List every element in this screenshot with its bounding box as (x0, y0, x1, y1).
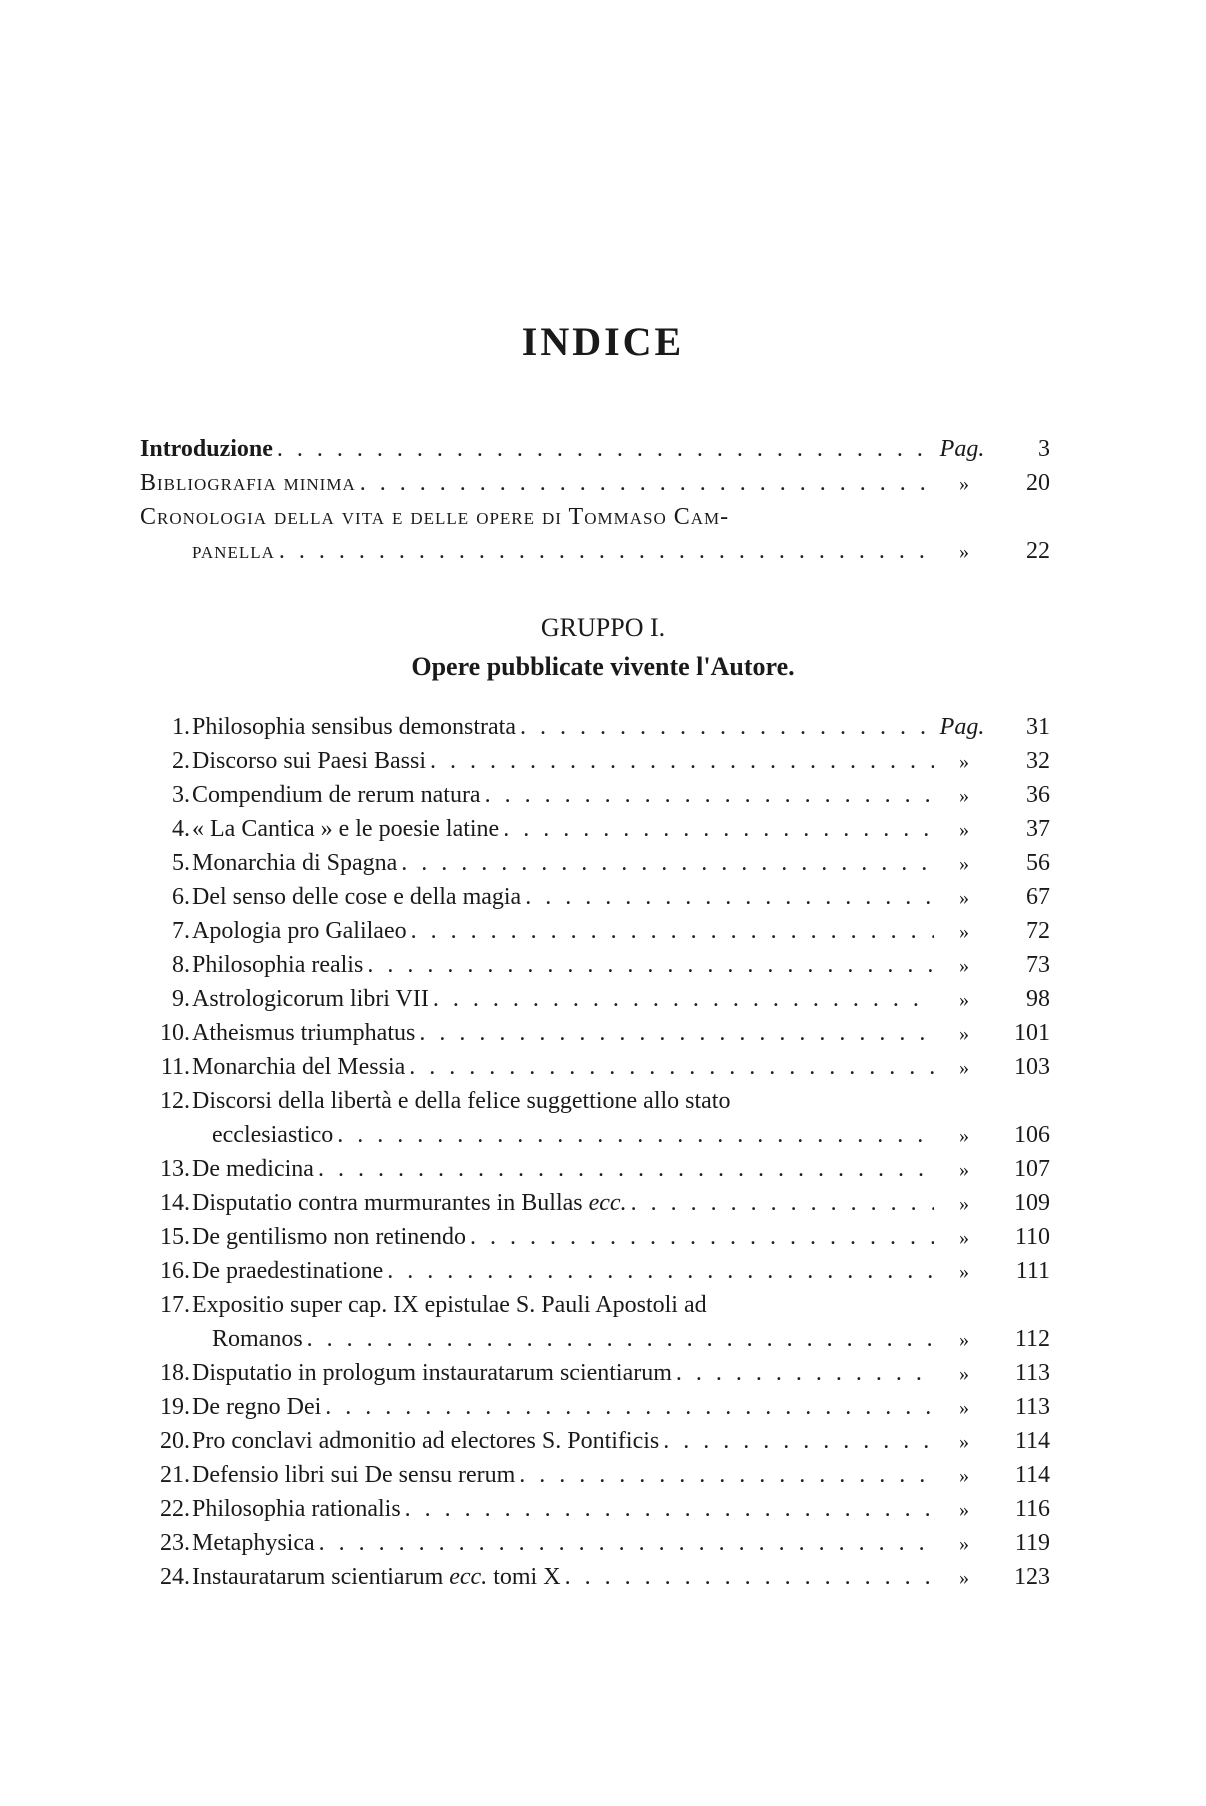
toc-title-text: Discorso sui Paesi Bassi (192, 748, 426, 774)
toc-title (192, 948, 363, 982)
toc-ref: » (959, 1159, 969, 1181)
toc-number: 4. (172, 816, 190, 842)
toc-title-text: Atheismus triumphatus (192, 1020, 416, 1046)
toc-ref: » (959, 1023, 969, 1045)
toc-title-text: Monarchia di Spagna (192, 850, 398, 876)
toc-number: 13. (160, 1156, 190, 1182)
toc-title-text: Instauratarum scientiarum (192, 1564, 444, 1590)
toc-title-continuation: ecclesiastico (212, 1122, 334, 1148)
toc-row (140, 744, 1050, 778)
toc-ref: » (959, 853, 969, 875)
leader-dots (397, 846, 934, 880)
toc-title-text: De regno Dei (192, 1394, 322, 1420)
toc-ref: » (959, 1363, 969, 1385)
toc-title (192, 812, 499, 846)
toc-page: 67 (1026, 884, 1050, 910)
toc-ref: » (959, 1533, 969, 1555)
toc-page: 107 (1014, 1156, 1050, 1182)
toc-ref: » (959, 1431, 969, 1453)
toc-row-cronologia (140, 500, 1050, 534)
toc-page: 112 (1014, 1326, 1050, 1352)
toc-ref: » (959, 955, 969, 977)
toc-row (140, 812, 1050, 846)
toc-page: 116 (1014, 1496, 1050, 1522)
leader-dots (426, 744, 934, 778)
toc-page: 73 (1026, 952, 1050, 978)
toc-number: 8. (172, 952, 190, 978)
toc-number: 10. (160, 1020, 190, 1046)
toc-title (192, 1220, 466, 1254)
toc-number: 1. (172, 714, 190, 740)
toc-page: 20 (1026, 470, 1050, 496)
toc-number: 22. (160, 1496, 190, 1522)
toc-ref: » (959, 887, 969, 909)
toc-page: 111 (1015, 1258, 1050, 1284)
toc-number: 5. (172, 850, 190, 876)
toc-title-text: Expositio super cap. IX epistulae S. Pauli Apostoli ad (192, 1292, 707, 1318)
toc-title-text: De medicina (192, 1156, 314, 1182)
toc-row (140, 1186, 1050, 1220)
leader-dots (303, 1322, 934, 1356)
toc-number: 11. (160, 1054, 190, 1080)
toc-row (140, 710, 1050, 744)
toc-title-after: tomi X (493, 1564, 561, 1590)
toc-ref: » (959, 819, 969, 841)
toc-title: Cronologia della vita e delle opere di Tommaso Cam- (140, 504, 730, 530)
toc-title-text: Pro conclavi admonitio ad electores S. Pontificis (192, 1428, 660, 1454)
leader-dots (561, 1560, 934, 1594)
toc-title (192, 744, 426, 778)
front-matter (140, 432, 1050, 568)
toc-row (140, 1084, 1050, 1118)
toc-title-text: Disputatio contra murmurantes in Bullas (192, 1190, 583, 1216)
toc-number: 3. (172, 782, 190, 808)
leader-dots (405, 1050, 934, 1084)
leader-dots (314, 1152, 934, 1186)
toc-page: 106 (1014, 1122, 1050, 1148)
toc-row-cronologia-cont (140, 534, 1050, 568)
toc-number: 12. (160, 1088, 190, 1114)
toc-number: 2. (172, 748, 190, 774)
leader-dots (659, 1424, 934, 1458)
toc-title (192, 1152, 314, 1186)
toc-title-text: Metaphysica (192, 1530, 315, 1556)
toc-title-emphasis: ecc. (449, 1564, 488, 1590)
toc-row (140, 1152, 1050, 1186)
leader-dots (383, 1254, 934, 1288)
leader-dots (321, 1390, 934, 1424)
toc-page: 31 (1026, 714, 1050, 740)
toc-ref: » (959, 1261, 969, 1283)
toc-ref: » (959, 1329, 969, 1351)
toc-page: 22 (1026, 538, 1050, 564)
toc-title-text: Monarchia del Messia (192, 1054, 406, 1080)
leader-dots (515, 1458, 934, 1492)
toc-page: 32 (1026, 748, 1050, 774)
toc-title-text: « La Cantica » e le poesie latine (192, 816, 500, 842)
leader-dots (273, 432, 930, 466)
toc-title (192, 1186, 627, 1220)
toc-row (140, 1288, 1050, 1322)
toc-number: 21. (160, 1462, 190, 1488)
leader-dots (315, 1526, 934, 1560)
toc-page: 56 (1026, 850, 1050, 876)
toc-number: 9. (172, 986, 190, 1012)
toc-title-text: Del senso delle cose e della magia (192, 884, 522, 910)
toc-ref: » (959, 1193, 969, 1215)
toc-page: 98 (1026, 986, 1050, 1012)
toc-title (192, 1356, 672, 1390)
leader-dots (466, 1220, 934, 1254)
toc-number: 17. (160, 1292, 190, 1318)
toc-ref: » (959, 751, 969, 773)
toc-title (192, 1254, 383, 1288)
toc-title (192, 1526, 315, 1560)
leader-dots (415, 1016, 934, 1050)
toc-title (192, 1390, 321, 1424)
toc-title (192, 982, 429, 1016)
leader-dots (499, 812, 934, 846)
toc-row (140, 948, 1050, 982)
leader-dots (627, 1186, 934, 1220)
toc-row (140, 982, 1050, 1016)
toc-title (192, 1424, 659, 1458)
toc-row (140, 1560, 1050, 1594)
toc-row (140, 1220, 1050, 1254)
toc-row (140, 1526, 1050, 1560)
toc-number: 6. (172, 884, 190, 910)
toc-page: 119 (1014, 1530, 1050, 1556)
toc-page: 110 (1014, 1224, 1050, 1250)
toc-title (192, 1288, 707, 1322)
toc-ref: » (959, 921, 969, 943)
toc-ref: » (959, 1397, 969, 1419)
leader-dots (356, 466, 934, 500)
leader-dots (333, 1118, 934, 1152)
leader-dots (401, 1492, 934, 1526)
toc-title-text: De praedestinatione (192, 1258, 384, 1284)
toc-title: Bibliografia minima (140, 470, 356, 496)
toc-title-text: Philosophia realis (192, 952, 364, 978)
toc-number: 14. (160, 1190, 190, 1216)
toc-title: Introduzione (140, 436, 273, 462)
toc-row (140, 880, 1050, 914)
toc-title-text: Discorsi della libertà e della felice suggettione allo stato (192, 1088, 731, 1114)
toc-title (192, 1560, 561, 1594)
toc-page: 37 (1026, 816, 1050, 842)
toc-title (192, 914, 407, 948)
toc-row (140, 1050, 1050, 1084)
toc-page: 103 (1014, 1054, 1050, 1080)
toc-ref: » (959, 541, 969, 563)
toc-row (140, 914, 1050, 948)
toc-page: 113 (1014, 1360, 1050, 1386)
leader-dots (407, 914, 934, 948)
toc-ref: » (959, 1499, 969, 1521)
toc-title-text: Disputatio in prologum instauratarum scientiarum (192, 1360, 672, 1386)
toc-page: 113 (1014, 1394, 1050, 1420)
toc-title-emphasis: ecc. (588, 1190, 627, 1216)
toc-row-introduzione (140, 432, 1050, 466)
toc-page: 3 (1038, 436, 1050, 462)
toc-title-text: Compendium de rerum natura (192, 782, 481, 808)
toc-ref: Pag. (939, 436, 985, 462)
toc-page: 109 (1014, 1190, 1050, 1216)
toc-row-continuation (140, 1322, 1050, 1356)
toc-title (192, 1084, 730, 1118)
toc-number: 23. (160, 1530, 190, 1556)
toc-ref: » (959, 473, 969, 495)
toc-row (140, 1424, 1050, 1458)
toc-page: 36 (1026, 782, 1050, 808)
toc-title (192, 710, 516, 744)
toc-title-continuation: Romanos (212, 1326, 303, 1352)
toc-entries (140, 710, 1050, 1594)
toc-ref: » (959, 1465, 969, 1487)
toc-row (140, 1356, 1050, 1390)
toc-title-text: Philosophia rationalis (192, 1496, 401, 1522)
toc-number: 24. (160, 1564, 190, 1590)
toc-number: 16. (160, 1258, 190, 1284)
group-subheading: Opere pubblicate vivente l'Autore. (411, 652, 795, 681)
toc-title (192, 778, 481, 812)
toc-ref: » (959, 1125, 969, 1147)
toc-title (192, 880, 521, 914)
group-heading: GRUPPO I. (540, 613, 666, 642)
leader-dots (672, 1356, 934, 1390)
toc-page: 72 (1026, 918, 1050, 944)
toc-ref: » (959, 1567, 969, 1589)
toc-title-text: Philosophia sensibus demonstrata (192, 714, 516, 740)
toc-title (192, 1492, 401, 1526)
toc-number: 19. (160, 1394, 190, 1420)
leader-dots (275, 534, 934, 568)
toc-title-text: Defensio libri sui De sensu rerum (192, 1462, 516, 1488)
toc-page: 101 (1014, 1020, 1050, 1046)
toc-page: 123 (1014, 1564, 1050, 1590)
leader-dots (363, 948, 934, 982)
toc-number: 15. (160, 1224, 190, 1250)
toc-number: 20. (160, 1428, 190, 1454)
page-title: INDICE (521, 319, 685, 364)
toc-title (192, 1016, 415, 1050)
toc-ref: » (959, 785, 969, 807)
toc-number: 18. (160, 1360, 190, 1386)
toc-ref: » (959, 1057, 969, 1079)
toc-title-text: Astrologicorum libri VII (192, 986, 429, 1012)
toc-title (192, 1050, 405, 1084)
leader-dots (481, 778, 934, 812)
toc-row (140, 1390, 1050, 1424)
toc-row (140, 1016, 1050, 1050)
toc-title (192, 846, 397, 880)
toc-row (140, 846, 1050, 880)
toc-page: 114 (1014, 1462, 1050, 1488)
toc-row (140, 1458, 1050, 1492)
toc-page: 114 (1014, 1428, 1050, 1454)
toc-row-bibliografia (140, 466, 1050, 500)
toc-row-continuation (140, 1118, 1050, 1152)
toc-title-text: Apologia pro Galilaeo (192, 918, 407, 944)
toc-ref: » (959, 1227, 969, 1249)
toc-ref: » (959, 989, 969, 1011)
leader-dots (521, 880, 934, 914)
leader-dots (516, 710, 930, 744)
toc-row (140, 778, 1050, 812)
toc-title-continuation: panella (192, 538, 275, 564)
toc-title-text: De gentilismo non retinendo (192, 1224, 466, 1250)
leader-dots (429, 982, 934, 1016)
toc-row (140, 1492, 1050, 1526)
toc-ref: Pag. (939, 714, 985, 740)
toc-row (140, 1254, 1050, 1288)
toc-number: 7. (172, 918, 190, 944)
toc-title (192, 1458, 515, 1492)
